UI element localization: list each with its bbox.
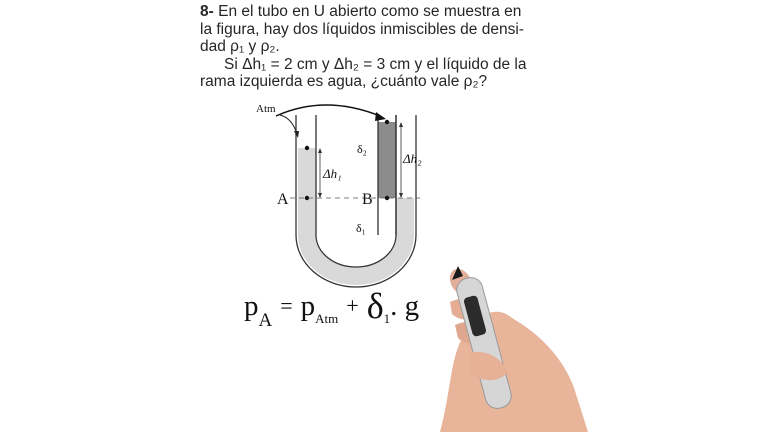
problem-line-2: la figura, hay dos líquidos inmiscibles de densi- [200,20,524,38]
atm-label: Atm [256,103,276,115]
dh2-arrow-head-top [399,122,403,127]
eq-equals: = [280,293,293,318]
eq-sub-1: 1 [383,311,391,326]
dh1-arrow-head-bottom [318,193,322,198]
point-a-label: A [277,191,289,208]
point-b-dot [385,196,389,200]
delta2-label: δ₂ [357,142,367,156]
dh1-label: Δh₁ [323,166,342,181]
eq-p: p [244,290,259,322]
eq-p-atm: p [300,290,316,322]
problem-line-1: 8- En el tubo en U abierto como se muestra en [200,3,522,20]
eq-tail: . g [390,290,420,322]
level-dot-left-top [305,146,309,150]
eq-delta: δ [366,286,384,326]
liquid-2 [378,122,396,198]
problem-line-3: dad ρ₁ y ρ₂. [200,38,280,56]
level-dot-right-top [385,120,389,124]
atm-arrow-right-head [375,112,386,121]
pressure-equation [244,282,420,331]
point-b-label: B [362,191,373,208]
delta1-label: δ₁ [356,221,366,235]
problem-number: 8- [200,3,214,20]
problem-line-5: rama izquierda es agua, ¿cuánto vale ρ₂? [200,73,488,91]
atm-arrow-right [276,105,380,116]
eq-sub-a: A [258,310,273,331]
eq-sub-atm: Atm [315,311,339,326]
hand-with-marker [440,265,588,432]
dh2-label: Δh₂ [403,151,422,166]
eq-plus: + [346,293,359,318]
dh2-arrow-head-bottom [399,193,403,198]
problem-line-4: Si Δh₁ = 2 cm y Δh₂ = 3 cm y el líquido de la [224,55,527,73]
dh1-arrow-head-top [318,148,322,153]
